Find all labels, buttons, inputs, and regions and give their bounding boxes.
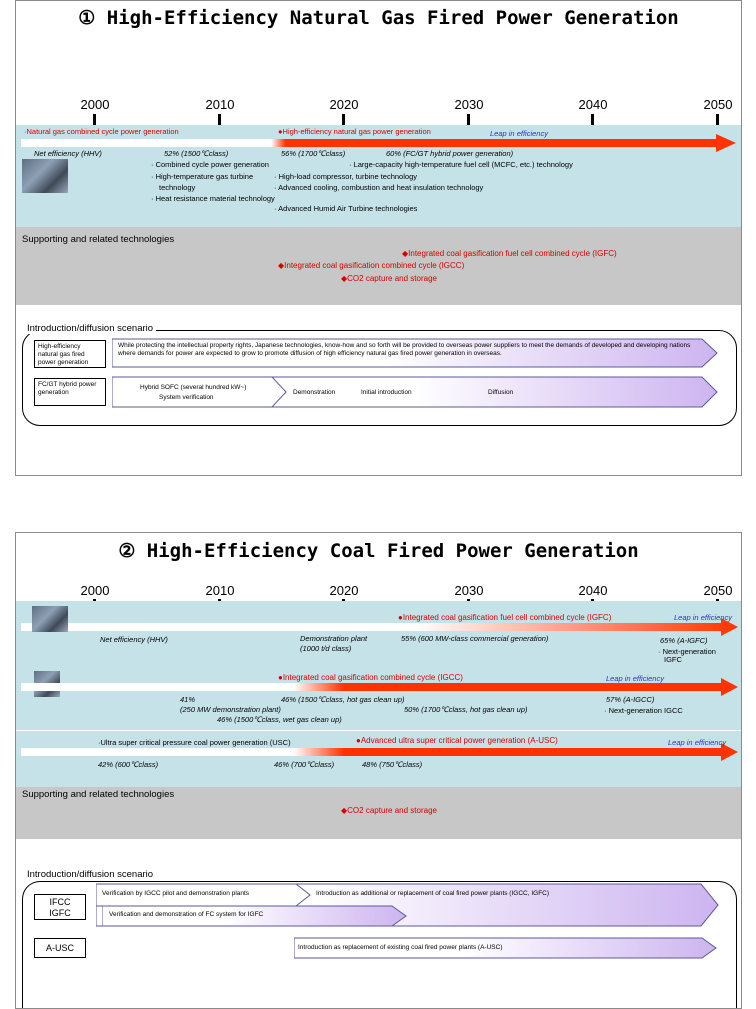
supporting-item: ◆Integrated coal gasification fuel cell combined cycle (IGFC) — [402, 249, 617, 258]
net-efficiency-label: Net efficiency (HHV) — [100, 635, 168, 644]
efficiency-value: 60% (FC/GT hybrid power generation) — [386, 149, 514, 158]
technology-item: · High-load compressor, turbine technology — [274, 172, 417, 181]
technology-item: · Combined cycle power generation — [151, 160, 269, 169]
igfc-label: ●Integrated coal gasification fuel cell combined cycle (IGFC) — [398, 613, 612, 622]
scenario-stage: System verification — [159, 394, 214, 401]
year-label: 2050 — [703, 97, 733, 112]
supporting-item: ◆CO2 capture and storage — [341, 274, 437, 283]
natural-gas-panel — [15, 0, 742, 476]
section2-title: ② High-Efficiency Coal Fired Power Generation — [118, 540, 639, 562]
technology-item: · Large-capacity high-temperature fuel cell (MCFC, etc.) technology — [349, 160, 573, 169]
leap-label: Leap in efficiency — [490, 129, 548, 138]
net-efficiency-label: Net efficiency (HHV) — [34, 149, 102, 158]
efficiency-value: 65% (A-IGFC) — [660, 636, 708, 645]
next-generation-item: IGFC — [664, 655, 682, 664]
scenario-arrow — [112, 376, 287, 408]
scenario-text: Introduction as additional or replacement of coal fired power plants (IGCC, IGFC) — [316, 890, 550, 897]
igfc-plant-photo — [32, 606, 68, 632]
next-generation-item: · Next-generation — [658, 647, 716, 656]
efficiency-value: 41% — [180, 695, 196, 704]
scenario-text: Introduction as replacement of existing coal fired power plants (A-USC) — [298, 944, 503, 951]
technology-item: · Heat resistance material technology — [151, 194, 275, 203]
scenario-label: Introduction/diffusion scenario — [24, 323, 156, 334]
efficiency-value: (1000 t/d class) — [300, 644, 352, 653]
technology-item: · High-temperature gas turbine — [151, 172, 254, 181]
year-label: 2050 — [703, 583, 733, 598]
scenario-stage: Initial introduction — [361, 389, 412, 396]
year-label: 2010 — [205, 97, 235, 112]
efficiency-value: 46% (1500℃class, wet gas clean up) — [217, 715, 342, 724]
year-label: 2010 — [205, 583, 235, 598]
section1-title: ① High-Efficiency Natural Gas Fired Power Generation — [78, 7, 679, 29]
efficiency-value: 46% (700℃class) — [274, 760, 335, 769]
ausc-label: ●Advanced ultra super critical power generation (A-USC) — [356, 736, 558, 745]
scenario-box: FC/GT hybrid power generation — [34, 378, 106, 406]
efficiency-value: 52% (1500℃class) — [164, 149, 229, 158]
year-label: 2020 — [329, 583, 359, 598]
technology-item: technology — [159, 183, 196, 192]
leap-label: Leap in efficiency — [668, 738, 726, 747]
efficiency-value: 56% (1700℃class) — [281, 149, 346, 158]
usc-label: ·Ultra super critical pressure coal power generation (USC) — [98, 738, 291, 747]
leap-label: Leap in efficiency — [606, 674, 664, 683]
scenario-box: A-USC — [34, 938, 86, 958]
efficiency-value: 50% (1700℃class, hot gas clean up) — [404, 705, 528, 714]
scenario-label: Introduction/diffusion scenario — [24, 869, 156, 880]
track-label: ·Natural gas combined cycle power generation — [24, 127, 179, 136]
supporting-label: Supporting and related technologies — [22, 789, 175, 800]
efficiency-value: Demonstration plant — [300, 634, 368, 643]
supporting-item: ◆Integrated coal gasification combined cycle (IGCC) — [278, 261, 465, 270]
scenario-box: High-efficiency natural gas fired power generation — [34, 340, 106, 368]
leap-label: Leap in efficiency — [674, 613, 732, 622]
scenario-text: While protecting the intellectual property rights, Japanese technologies, know-how and so forth will be provided to overseas power suppliers to meet the demands of developed and developing nations where demands for power are expected to grow to promote diffusion of high efficiency natural gas fired power generation in overseas. — [118, 342, 691, 357]
scenario-stage: Hybrid SOFC (several hundred kW~) — [140, 384, 247, 391]
technology-item: · Advanced Humid Air Turbine technologies — [274, 204, 418, 213]
power-plant-photo — [22, 159, 68, 193]
supporting-item: ◆CO2 capture and storage — [341, 806, 437, 815]
year-label: 2000 — [80, 583, 110, 598]
scenario-stage: Demonstration — [293, 389, 336, 396]
year-label: 2020 — [329, 97, 359, 112]
scenario-text: Verification by IGCC pilot and demonstration plants — [102, 890, 250, 897]
year-label: 2000 — [80, 97, 110, 112]
igfc-arrow — [16, 617, 741, 637]
efficiency-value: (250 MW demonstration plant) — [180, 705, 281, 714]
efficiency-value: 55% (600 MW-class commercial generation) — [401, 634, 549, 643]
scenario-box: IFCC IGFC — [34, 894, 86, 920]
technology-item: · Advanced cooling, combustion and heat insulation technology — [274, 183, 484, 192]
efficiency-value: 48% (750℃class) — [362, 760, 423, 769]
efficiency-value: 57% (A-IGCC) — [606, 695, 655, 704]
year-label: 2040 — [578, 583, 608, 598]
coal-panel — [15, 532, 742, 1009]
next-track-label: ●High-efficiency natural gas power generation — [278, 127, 431, 136]
efficiency-value: 46% (1500℃class, hot gas clean up) — [281, 695, 405, 704]
supporting-label: Supporting and related technologies — [22, 234, 175, 245]
year-label: 2040 — [578, 97, 608, 112]
year-label: 2030 — [454, 583, 484, 598]
usc-band-divider — [16, 730, 741, 731]
next-generation-item: · Next-generation IGCC — [604, 706, 683, 715]
igcc-label: ●Integrated coal gasification combined cycle (IGCC) — [278, 673, 463, 682]
year-label: 2030 — [454, 97, 484, 112]
scenario-stage: Diffusion — [488, 389, 514, 396]
efficiency-value: 42% (600℃class) — [98, 760, 159, 769]
scenario-text: Verification and demonstration of FC system for IGFC — [109, 911, 264, 918]
